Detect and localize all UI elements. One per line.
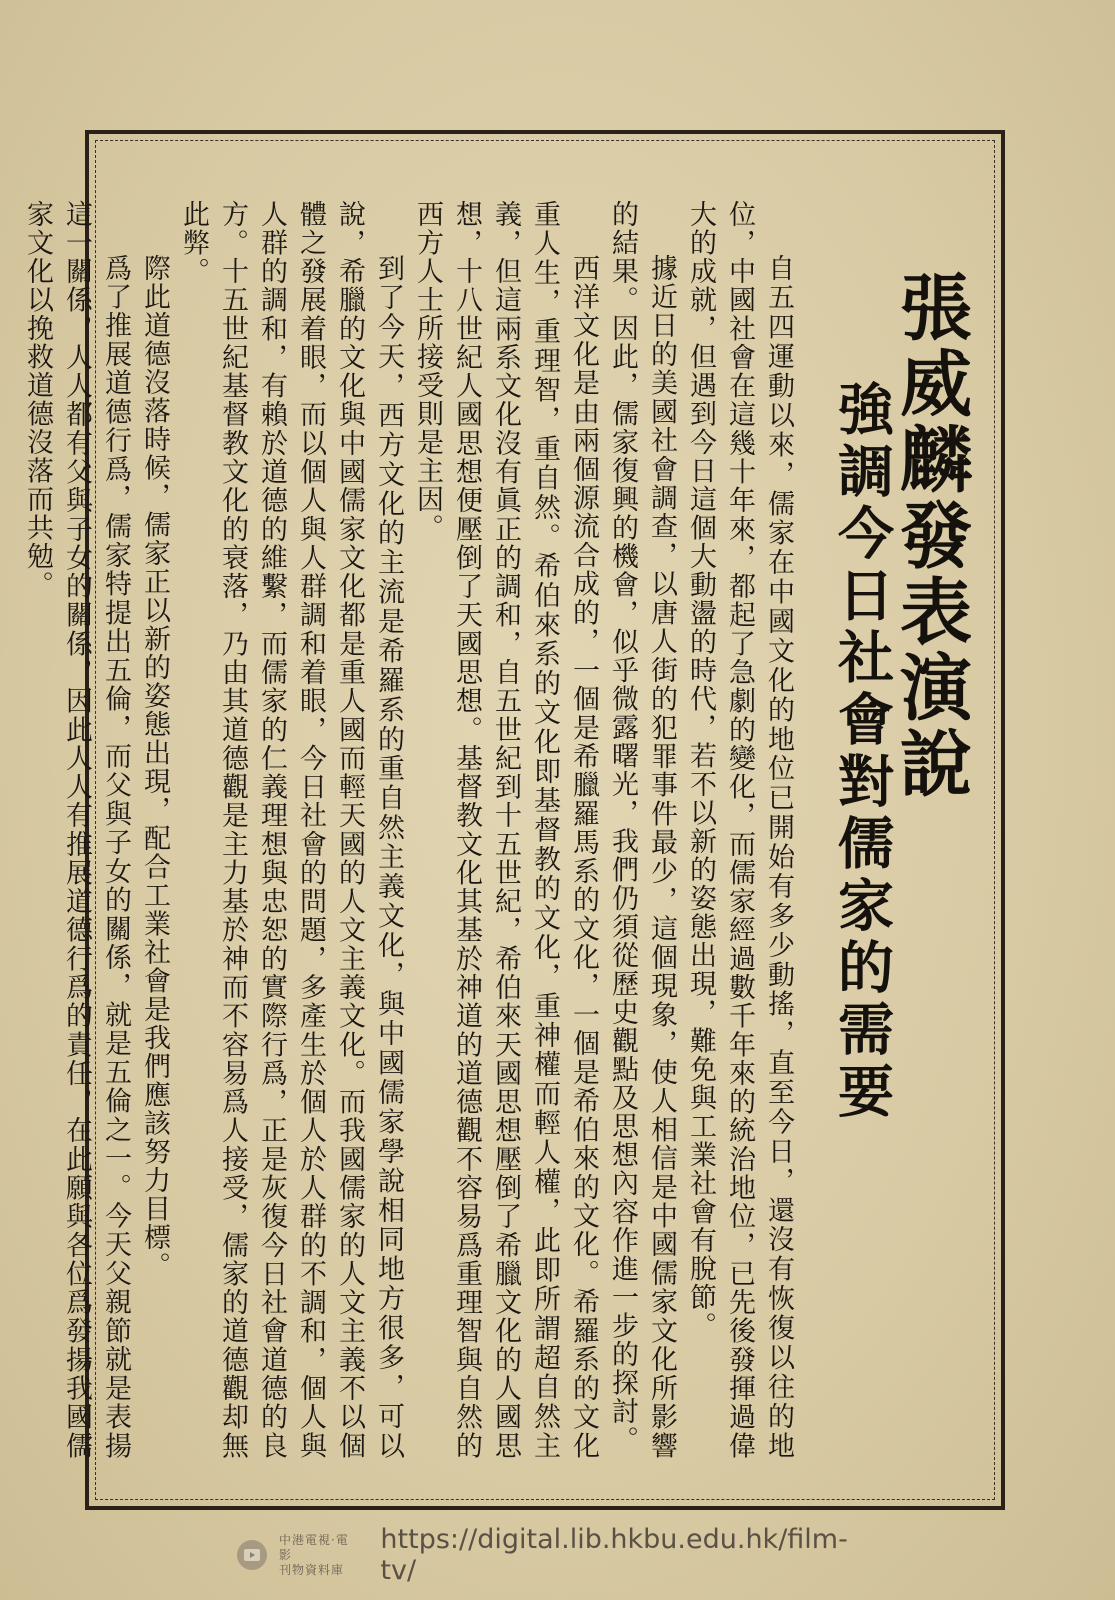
- paragraph-2: 據近日的美國社會調查，以唐人街的犯罪事件最少，這個現象，使人相信是中國儒家文化所影響的結果。因此，儒家復興的機會，似乎微露曙光，我們仍須從歷史觀點及思想內容作進一步的探討。: [607, 200, 677, 1460]
- paragraph-4: 到了今天，西方文化的主流是希羅系的重自然主義文化，與中國儒家學說相同地方很多，可以說，希臘的文化與中國儒家文化都是重人國而輕天國的人文主義文化。而我國儒家的人文主義不以個體之發展着眼，而以個人與人群調和着眼，今日社會的問題，多產生於個人於人群的不調和，個人與人群的調和，有賴於道德的維繫，而儒家的仁義理想與忠恕的實際行爲，正是灰復今日社會道德的良方。十五世紀基督教文化的衰落，乃由其道德觀是主力基於神而不容易爲人接受，儒家的道德觀却無此弊。: [178, 200, 404, 1460]
- watermark-org-line1: 中港電視·電影: [279, 1532, 349, 1562]
- paragraph-1: 自五四運動以來，儒家在中國文化的地位已開始有多少動搖，直至今日，還沒有恢復以往的地位，中國社會在這幾十年來，都起了急劇的變化，而儒家經過數千年來的統治地位，已先後發揮過偉大的成就，但遇到今日這個大動盪的時代，若不以新的姿態出現，難免與工業社會有脫節。: [685, 200, 794, 1460]
- article-title: 張威麟發表演說: [888, 270, 973, 802]
- paragraph-5: 際此道德沒落時候，儒家正以新的姿態出現，配合工業社會是我們應該努力目標。: [139, 254, 170, 1280]
- watermark-org-line2: 刊物資料庫: [279, 1562, 345, 1577]
- watermark-url: https://digital.lib.hkbu.edu.hk/film-tv/: [380, 1524, 848, 1586]
- article-body: [22, 200, 798, 1460]
- archive-logo-icon: [235, 1538, 269, 1572]
- article-subtitle: 強調今日社會對儒家的需要: [829, 380, 895, 1124]
- watermark: [235, 1524, 875, 1586]
- paragraph-3: 西洋文化是由兩個源流合成的，一個是希臘羅馬系的文化，一個是希伯來的文化。希羅系的文化重人生，重理智，重自然。希伯來系的文化即基督教的文化，重神權而輕人權，此即所謂超自然主義，但這兩系文化沒有眞正的調和，自五世紀到十五世紀，希伯來天國思想壓倒了希臘文化的人國思想，十八世紀人國思想便壓倒了天國思想。基督教文化其基於神道的道德觀不容易爲重理智與自然的西方人士所接受則是主因。: [412, 200, 599, 1460]
- paragraph-6: 爲了推展道德行爲，儒家特提出五倫，而父與子女的關係，就是五倫之一。今天父親節就是表揚這一關係，人人都有父與子女的關係，因此人人有推展道德行爲的責任，在此願與各位爲發揚我國儒家文化以挽救道德沒落而共勉。: [22, 200, 131, 1460]
